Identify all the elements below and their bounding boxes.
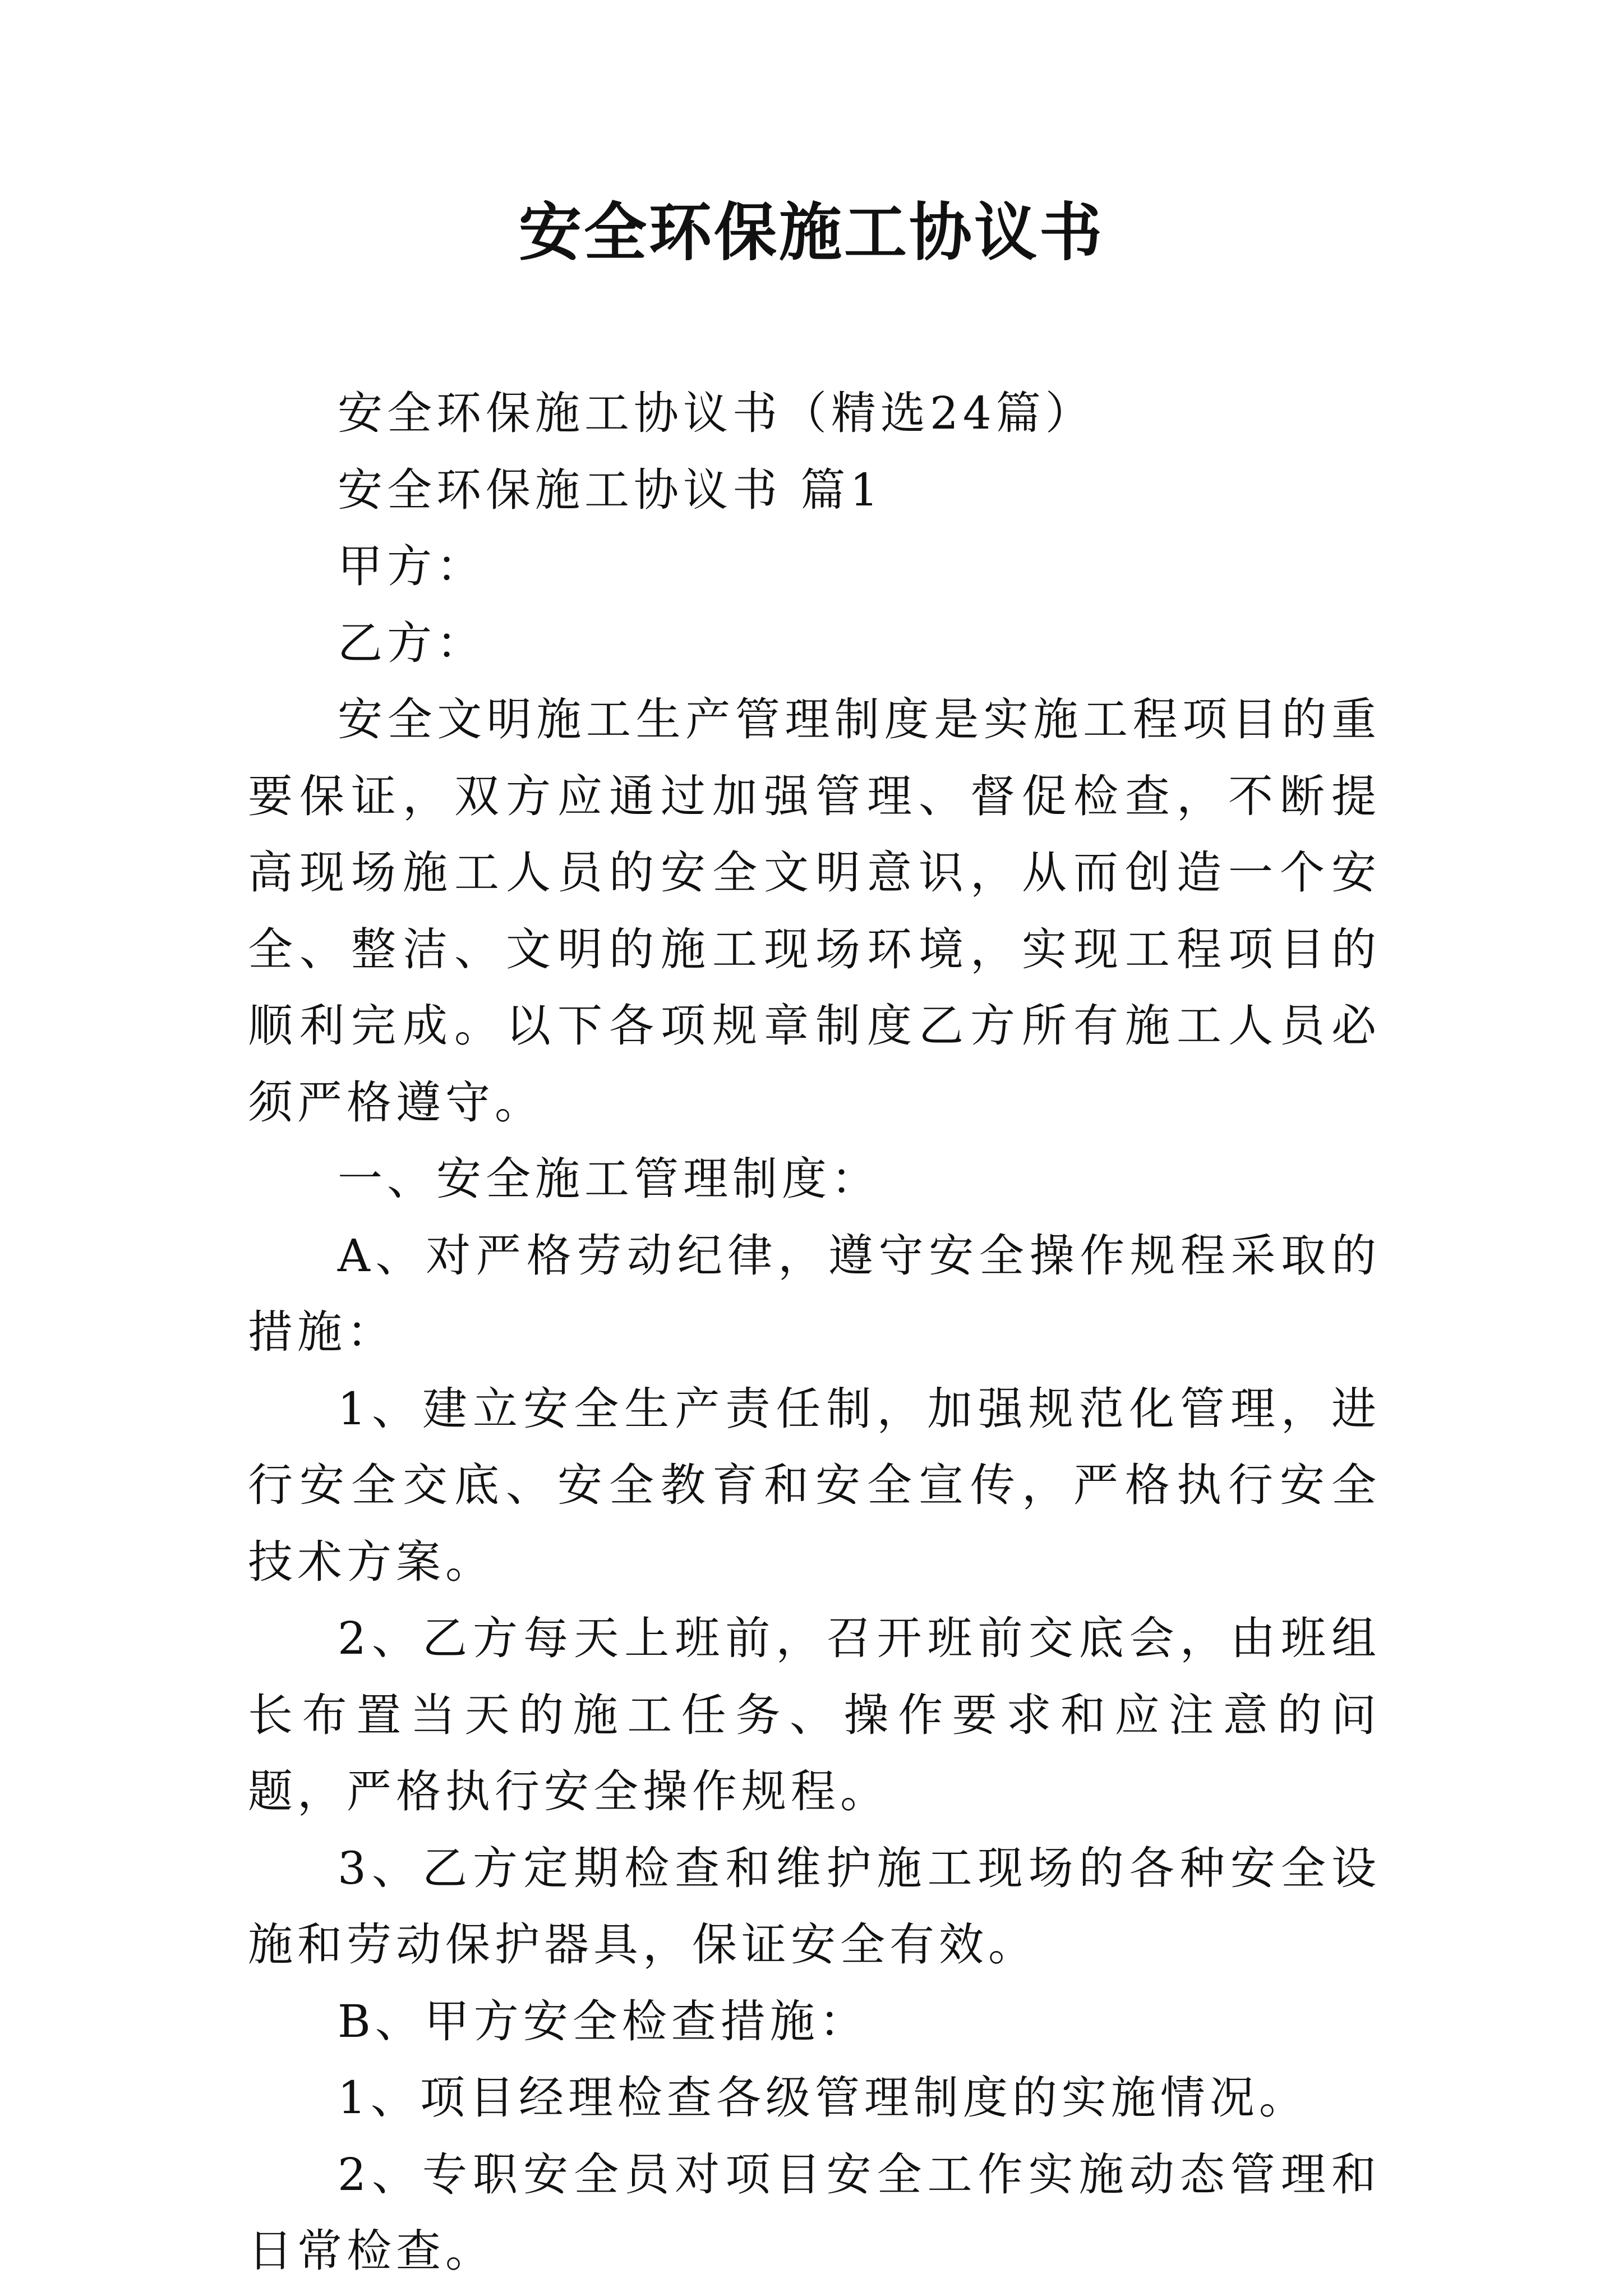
document-title: 安全环保施工协议书: [519, 196, 1104, 269]
document-body: [248, 375, 1381, 2290]
paragraph-heading-b: B、甲方安全检查措施：: [338, 1995, 869, 2047]
paragraph-heading-1: 一、安全施工管理制度：: [338, 1153, 880, 1205]
paragraph-party-a: 甲方：: [338, 540, 486, 592]
paragraph-item-a1: 1、建立安全生产责任制，加强规范化管理，进行安全交底、安全教育和安全宣传，严格执行安全技术方案。: [248, 1382, 1381, 1588]
paragraph-subtitle: 安全环保施工协议书（精选24篇）: [338, 387, 1095, 439]
paragraph-item-b1: 1、项目经理检查各级管理制度的实施情况。: [338, 2072, 1308, 2124]
paragraph-item-a3: 3、乙方定期检查和维护施工现场的各种安全设施和劳动保护器具，保证安全有效。: [248, 1842, 1381, 1971]
paragraph-item-a2: 2、乙方每天上班前，召开班前交底会，由班组长布置当天的施工任务、操作要求和应注意的问题，严格执行安全操作规程。: [248, 1612, 1381, 1818]
paragraph-party-b: 乙方：: [338, 616, 486, 669]
paragraph-item-b2: 2、专职安全员对项目安全工作实施动态管理和日常检查。: [248, 2148, 1381, 2277]
paragraph-heading-a: A、对严格劳动纪律，遵守安全操作规程采取的措施：: [248, 1229, 1381, 1358]
paragraph-section-heading: 安全环保施工协议书 篇1: [338, 463, 883, 516]
paragraph-intro: 安全文明施工生产管理制度是实施工程项目的重要保证，双方应通过加强管理、督促检查，不断提高现场施工人员的安全文明意识，从而创造一个安全、整洁、文明的施工现场环境，实现工程项目的顺利完成。以下各项规章制度乙方所有施工人员必须严格遵守。: [248, 693, 1381, 1129]
